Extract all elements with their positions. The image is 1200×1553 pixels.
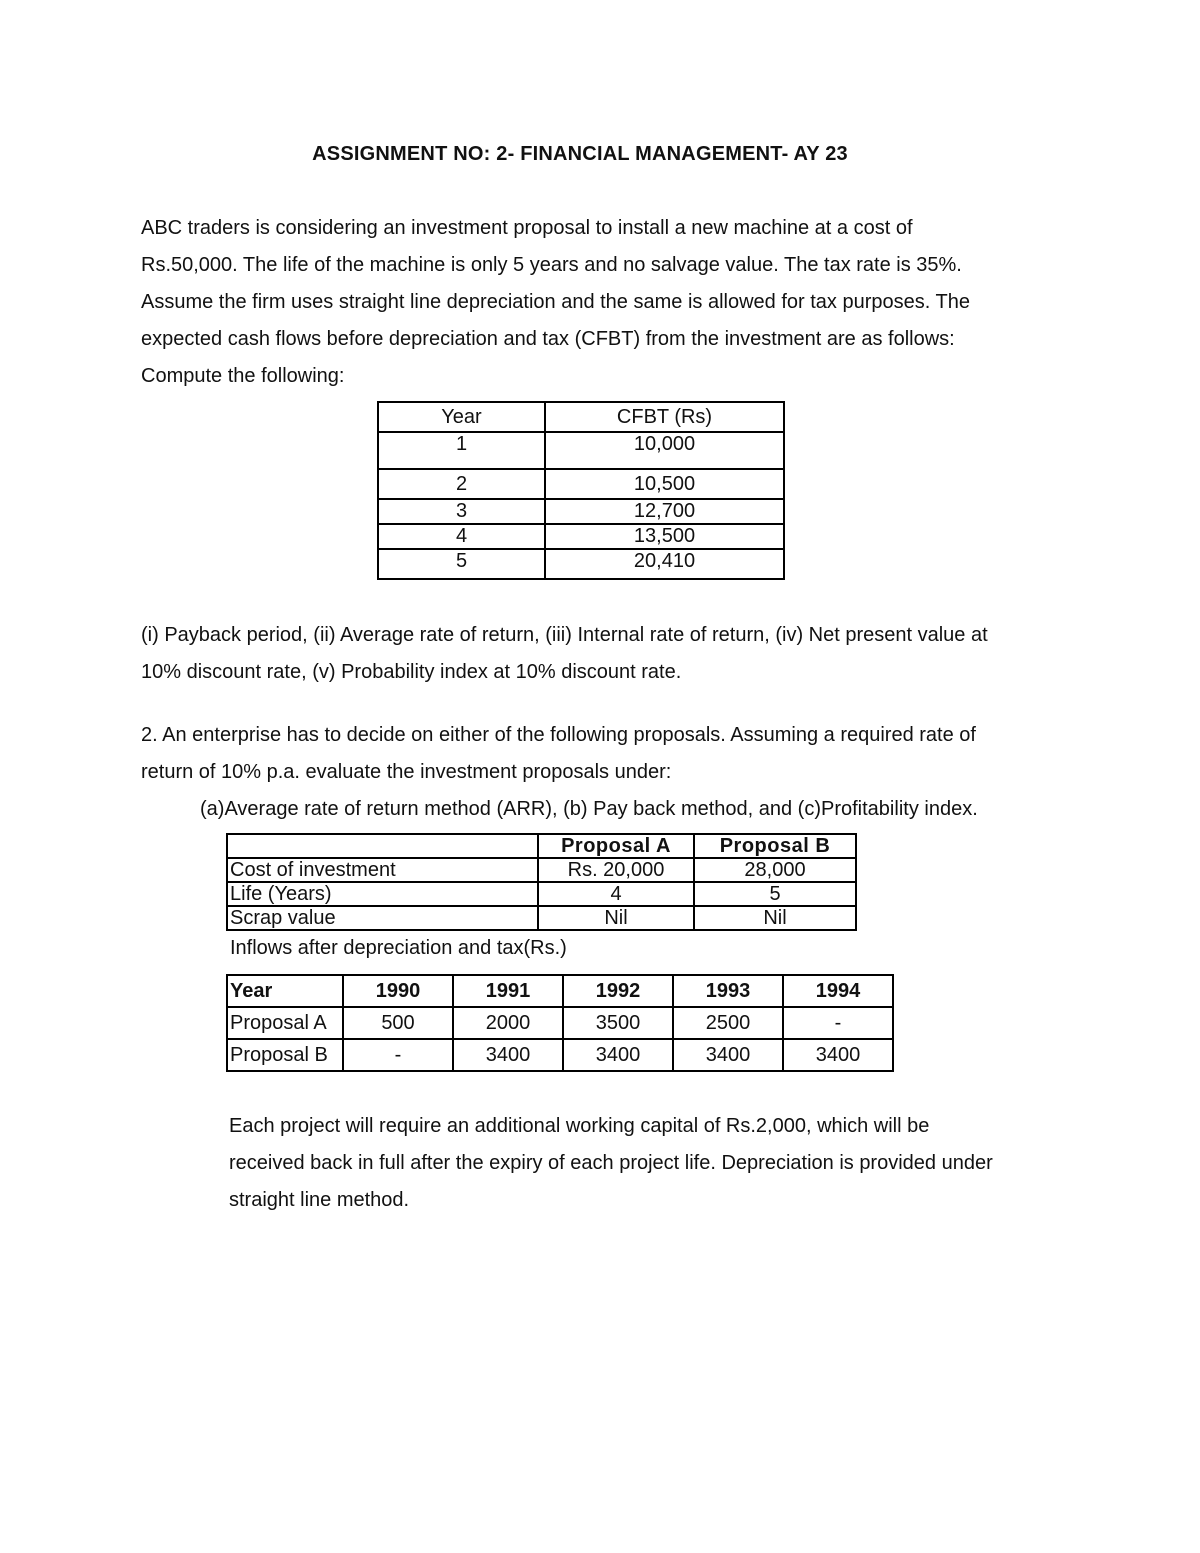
- q1-intro-line: Compute the following:: [141, 365, 345, 387]
- table-cell: Proposal B: [227, 1039, 343, 1071]
- q1-task-line: 10% discount rate, (v) Probability index at 10% discount rate.: [141, 661, 682, 683]
- q1-intro-line: ABC traders is considering an investment proposal to install a new machine at a cost of: [141, 217, 913, 239]
- table-header-cell: Year: [227, 975, 343, 1007]
- table-header-row: [378, 402, 784, 432]
- table-cell: 3: [378, 499, 545, 524]
- table-header-cell: 1992: [563, 975, 673, 1007]
- q1-task-line: (i) Payback period, (ii) Average rate of return, (iii) Internal rate of return, (iv) Net present value at: [141, 624, 988, 646]
- table-header-row: [227, 975, 893, 1007]
- table-row: [227, 1007, 893, 1039]
- table-header-cell: CFBT (Rs): [545, 402, 784, 432]
- table-cell: Scrap value: [227, 906, 538, 930]
- q1-tasks: [141, 617, 1071, 691]
- table-cell: 3400: [783, 1039, 893, 1071]
- q2-note-line: straight line method.: [229, 1189, 410, 1211]
- table-row: [378, 524, 784, 549]
- table-header-cell: Proposal A: [538, 834, 694, 858]
- table-header-cell: Year: [378, 402, 545, 432]
- table-cell: 4: [538, 882, 694, 906]
- table-cell: 28,000: [694, 858, 856, 882]
- table-cell: 10,000: [545, 432, 784, 469]
- table-cell: Proposal A: [227, 1007, 343, 1039]
- table-row: [378, 549, 784, 579]
- table-row: [378, 469, 784, 499]
- q2-intro-line: 2. An enterprise has to decide on either of the following proposals. Assuming a required rate of: [141, 724, 976, 746]
- table-cell: Cost of investment: [227, 858, 538, 882]
- q2-intro: [141, 717, 1071, 791]
- table-cell: 1: [378, 432, 545, 469]
- table-header-cell: Proposal B: [694, 834, 856, 858]
- table-header-cell: 1994: [783, 975, 893, 1007]
- table-row: [378, 499, 784, 524]
- table-row: [227, 858, 856, 882]
- inflows-caption: Inflows after depreciation and tax(Rs.): [230, 937, 567, 959]
- table-cell: -: [783, 1007, 893, 1039]
- table-cell: 13,500: [545, 524, 784, 549]
- table-cell: Nil: [694, 906, 856, 930]
- table-row: [227, 882, 856, 906]
- table-cell: -: [343, 1039, 453, 1071]
- q1-intro-line: Rs.50,000. The life of the machine is only 5 years and no salvage value. The tax rate is 35%.: [141, 254, 962, 276]
- table-cell: 2500: [673, 1007, 783, 1039]
- proposal-table: [226, 833, 857, 931]
- q2-note: [229, 1108, 1069, 1219]
- table-cell: 3500: [563, 1007, 673, 1039]
- q2-methods: (a)Average rate of return method (ARR), (b) Pay back method, and (c)Profitability index.: [200, 798, 978, 820]
- table-cell: 3400: [673, 1039, 783, 1071]
- table-header-cell: 1991: [453, 975, 563, 1007]
- cfbt-table: [377, 401, 785, 580]
- table-cell: Life (Years): [227, 882, 538, 906]
- table-cell: 2000: [453, 1007, 563, 1039]
- q2-note-line: received back in full after the expiry of each project life. Depreciation is provided under: [229, 1152, 993, 1174]
- table-cell: 12,700: [545, 499, 784, 524]
- table-cell: 2: [378, 469, 545, 499]
- table-cell: 3400: [563, 1039, 673, 1071]
- table-header-row: [227, 834, 856, 858]
- table-row: [227, 906, 856, 930]
- table-header-cell: [227, 834, 538, 858]
- table-header-cell: 1993: [673, 975, 783, 1007]
- q1-intro: [141, 210, 1071, 395]
- q1-intro-line: Assume the firm uses straight line depreciation and the same is allowed for tax purposes. The: [141, 291, 970, 313]
- page-title: ASSIGNMENT NO: 2- FINANCIAL MANAGEMENT- AY 23: [312, 143, 848, 165]
- table-cell: 5: [378, 549, 545, 579]
- table-cell: Rs. 20,000: [538, 858, 694, 882]
- table-row: [378, 432, 784, 469]
- table-cell: 5: [694, 882, 856, 906]
- q1-intro-line: expected cash flows before depreciation and tax (CFBT) from the investment are as follows:: [141, 328, 955, 350]
- table-cell: 4: [378, 524, 545, 549]
- table-cell: Nil: [538, 906, 694, 930]
- table-header-cell: 1990: [343, 975, 453, 1007]
- table-cell: 3400: [453, 1039, 563, 1071]
- table-row: [227, 1039, 893, 1071]
- q2-note-line: Each project will require an additional working capital of Rs.2,000, which will be: [229, 1115, 930, 1137]
- table-cell: 500: [343, 1007, 453, 1039]
- inflows-table: [226, 974, 894, 1072]
- q2-intro-line: return of 10% p.a. evaluate the investment proposals under:: [141, 761, 672, 783]
- table-cell: 10,500: [545, 469, 784, 499]
- table-cell: 20,410: [545, 549, 784, 579]
